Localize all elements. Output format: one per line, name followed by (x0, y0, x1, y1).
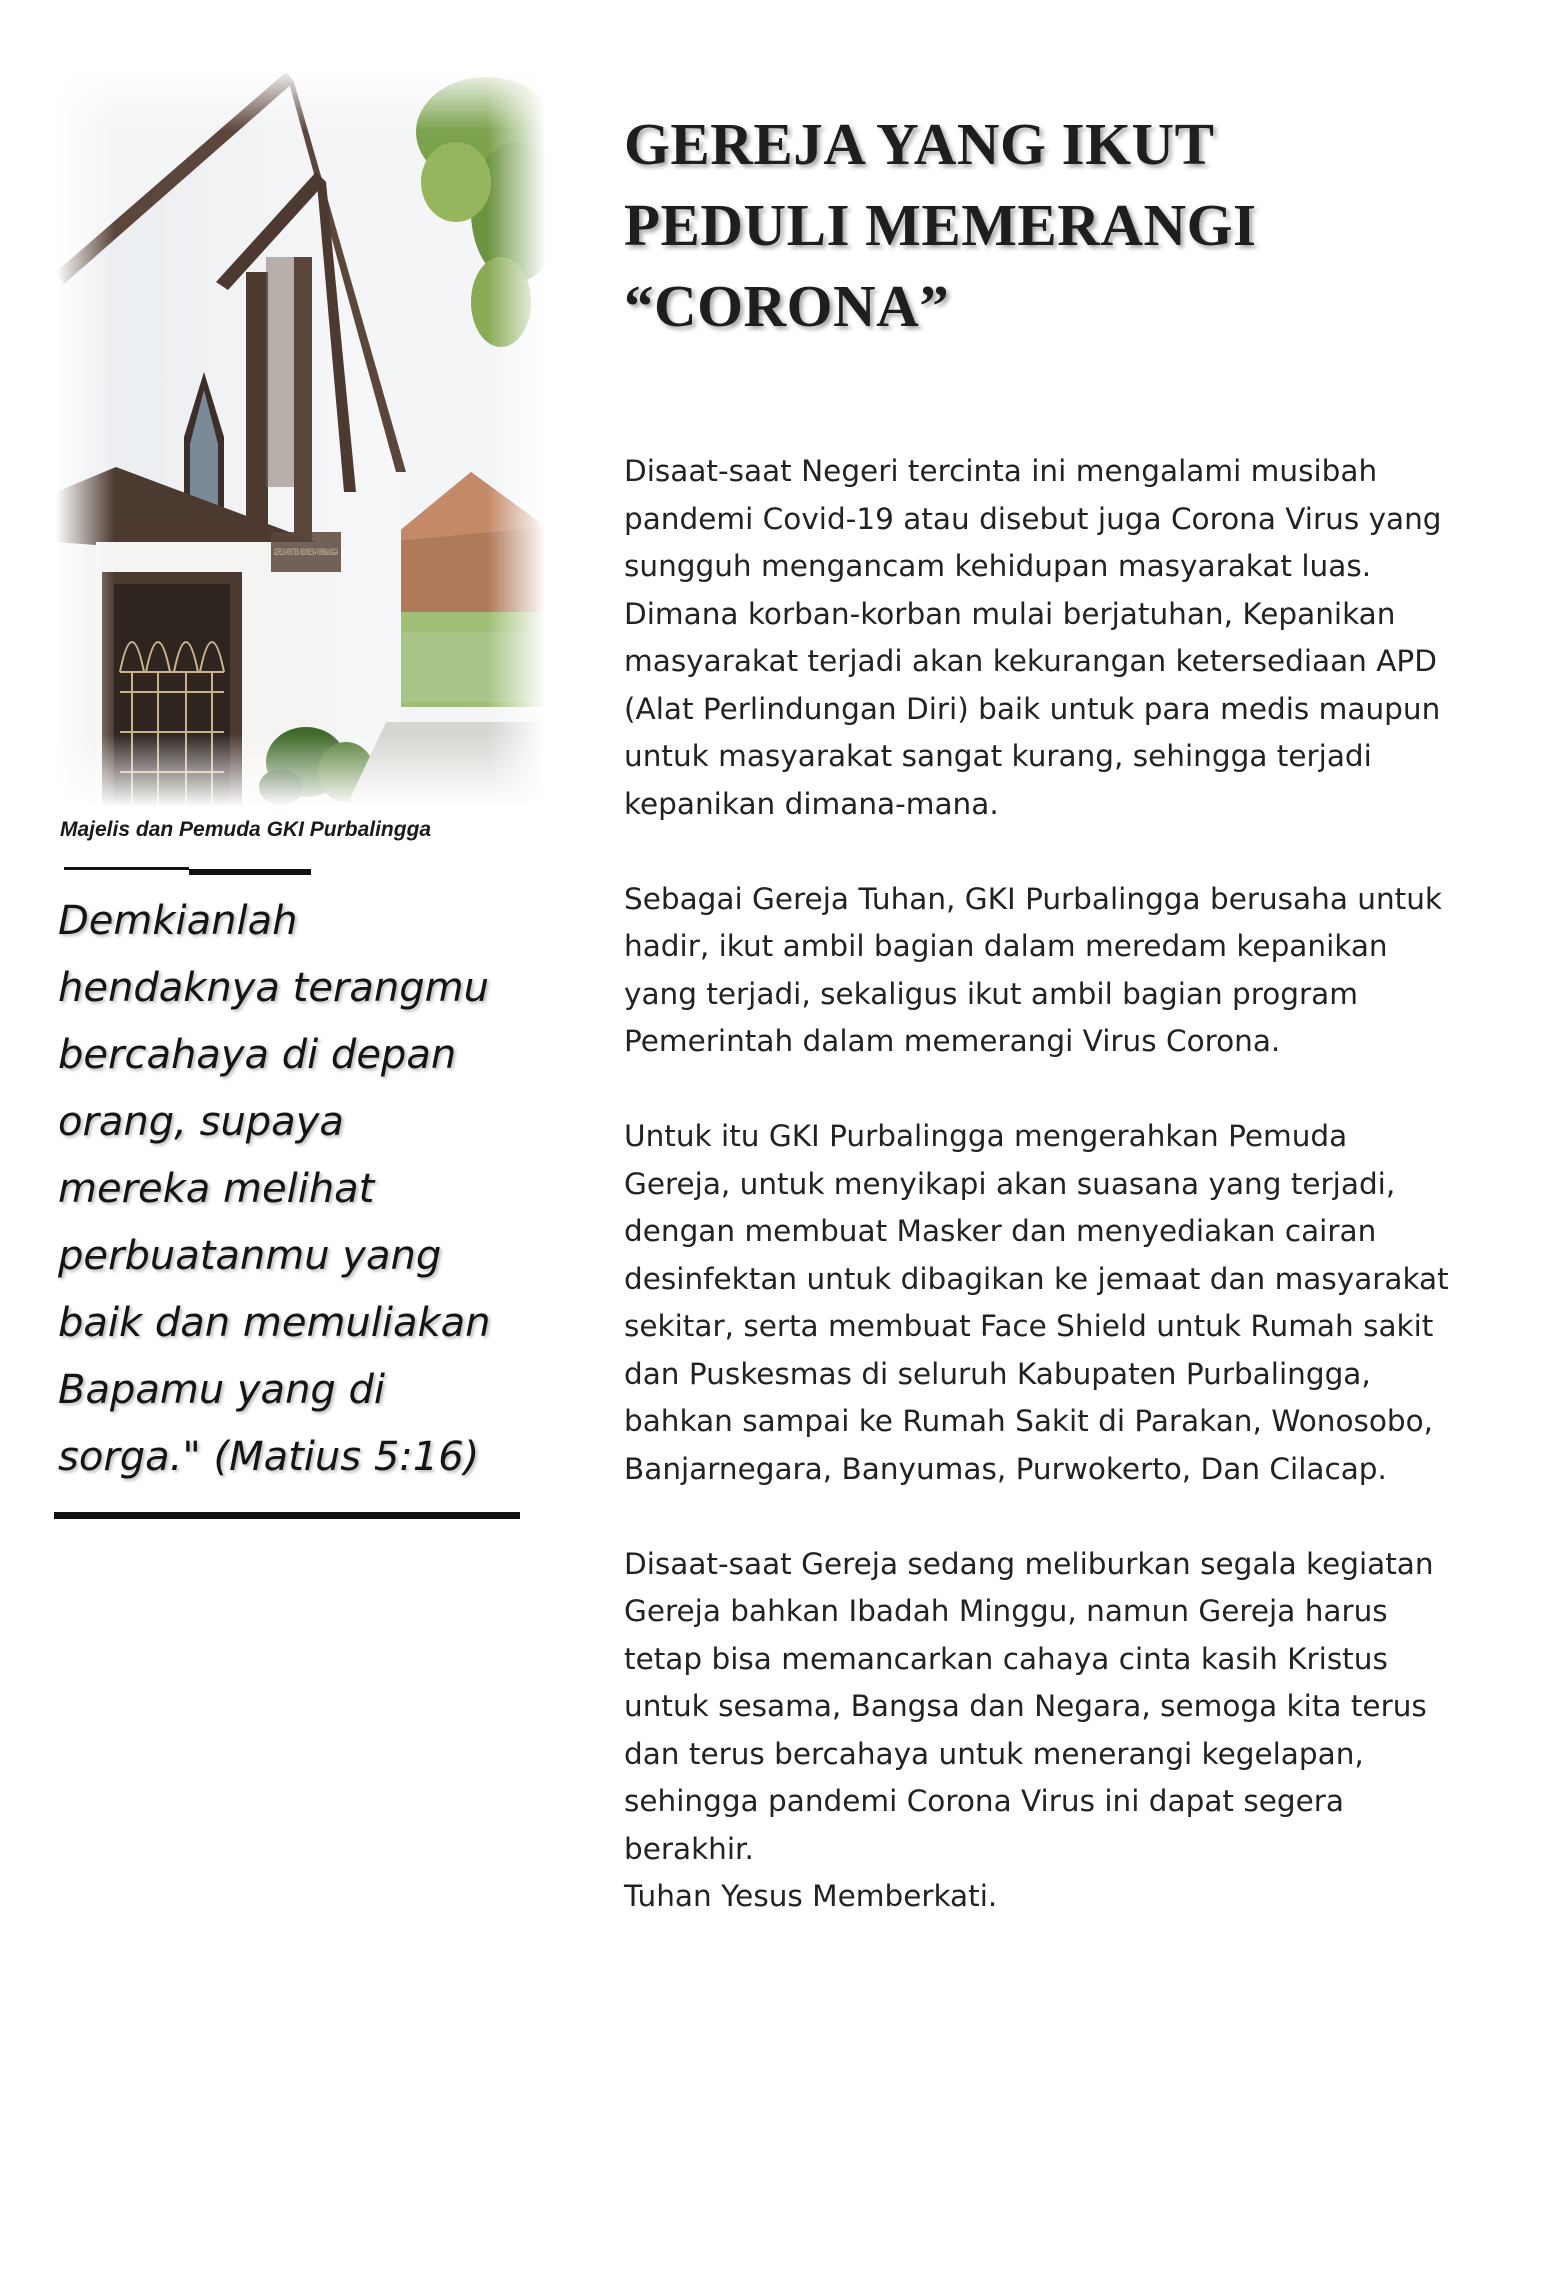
paragraph-4: Disaat-saat Gereja sedang meliburkan segala kegiatan Gereja bahkan Ibadah Minggu, namun Gereja harus tetap bisa memancarkan cahaya cinta kasih Kristus untuk sesama, Bangsa dan Negara, semoga kita terus dan terus bercahaya untuk menerangi kegelapan, sehingga pandemi Corona Virus ini dapat segera berakhir. (624, 1546, 1434, 1866)
article-body (624, 448, 1524, 1921)
paragraph-1: Disaat-saat Negeri tercinta ini mengalami musibah pandemi Covid-19 atau disebut juga Corona Virus yang sungguh mengancam kehidupan masyarakat luas. Dimana korban-korban mulai berjatuhan, Kepanikan masyarakat terjadi akan kekurangan ketersediaan APD (Alat Perlindungan Diri) baik untuk para medis maupun untuk masyarakat sangat kurang, sehingga terjadi kepanikan dimana-mana. (624, 454, 1442, 821)
closing-blessing: Tuhan Yesus Memberkati. (624, 1879, 998, 1913)
paragraph-2: Sebagai Gereja Tuhan, GKI Purbalingga berusaha untuk hadir, ikut ambil bagian dalam meredam kepanikan yang terjadi, sekaligus ikut ambil bagian program Pemerintah dalam memerangi Virus Corona. (624, 881, 1443, 1058)
bible-verse-quote: Demkianlah hendaknya terangmu bercahaya di depan orang, supaya mereka melihat perbuatanmu yang baik dan memuliakan Bapamu yang di sorga." (Matius 5:16) (58, 898, 491, 1480)
title-line-3: “CORONA” (624, 273, 950, 339)
divider-top-right (189, 869, 311, 875)
divider-top-left (64, 867, 189, 870)
title-line-1: GEREJA YANG IKUT (624, 111, 1215, 177)
photo-caption: Majelis dan Pemuda GKI Purbalingga (60, 818, 432, 841)
church-photo (56, 72, 546, 807)
paragraph-3: Untuk itu GKI Purbalingga mengerahkan Pemuda Gereja, untuk menyikapi akan suasana yang terjadi, dengan membuat Masker dan menyediakan cairan desinfektan untuk dibagikan ke jemaat dan masyarakat sekitar, serta membuat Face Shield untuk Rumah sakit dan Puskesmas di seluruh Kabupaten Purbalingga, bahkan sampai ke Rumah Sakit di Parakan, Wonosobo, Banjarnegara, Banyumas, Purwokerto, Dan Cilacap. (624, 1119, 1449, 1486)
divider-bottom (54, 1512, 520, 1519)
article-title (624, 104, 1504, 347)
title-line-2: PEDULI MEMERANGI (624, 192, 1257, 258)
